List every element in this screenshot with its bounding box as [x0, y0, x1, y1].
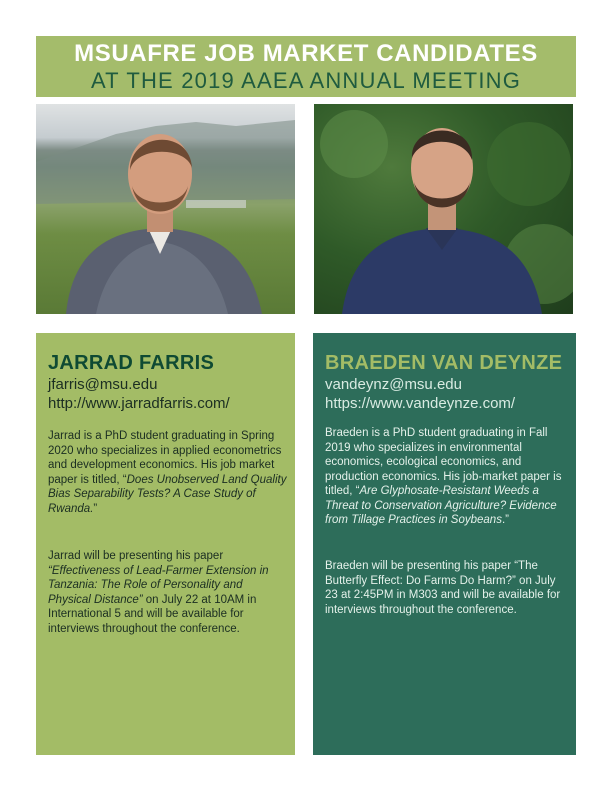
candidate-photo-vandeynze: [314, 104, 573, 314]
page-title: MSUAFRE JOB MARKET CANDIDATES: [74, 40, 538, 67]
presentation-paper-title: “Effectiveness of Lead-Farmer Extension in Tanzania: The Role of Personality and Physical Distance”: [48, 564, 269, 606]
job-market-paper-title: Does Unobserved Land Quality Bias Separability Tests? A Case Study of Rwanda.: [48, 473, 287, 515]
page-subtitle: AT THE 2019 AAEA ANNUAL MEETING: [90, 68, 522, 93]
bio-text: Jarrad is a PhD student graduating in Spring 2020 who specializes in applied econometrics and development economics. His job market paper is titled, “: [48, 430, 282, 486]
candidate-panel-farris: [36, 333, 295, 755]
job-market-paper-title: Are Glyphosate-Resistant Weeds a Threat to Conservation Agriculture? Evidence from Tillage Practices in Soybeans: [325, 485, 557, 526]
bio-text-end: .”: [501, 514, 509, 526]
candidate-presentation: [48, 549, 287, 636]
bio-text-end: ”: [93, 502, 98, 515]
website-link[interactable]: http://www.jarradfarris.com/: [48, 395, 230, 412]
candidate-panel-vandeynze: [313, 333, 576, 755]
candidate-contact: [48, 375, 230, 413]
candidate-bio: [48, 429, 287, 516]
candidate-bio: [325, 426, 568, 528]
presentation-details: on July 22 at 10AM in International 5 and will be available for interviews throughout the conference.: [48, 593, 257, 635]
email-link[interactable]: vandeynz@msu.edu: [325, 376, 462, 393]
email-link[interactable]: jfarris@msu.edu: [48, 376, 158, 393]
candidate-presentation: Braeden will be presenting his paper “The Butterfly Effect: Do Farms Do Harm?” on July 23 at 2:45PM in M303 and will be available for interviews throughout the conference.: [325, 560, 561, 616]
header-banner: [36, 36, 576, 97]
website-link[interactable]: https://www.vandeynze.com/: [325, 395, 516, 412]
candidate-photo-farris: [36, 104, 295, 314]
presentation-text: Jarrad will be presenting his paper: [48, 550, 224, 562]
candidate-contact: [325, 375, 515, 413]
bio-text: Braeden is a PhD student graduating in Fall 2019 who specializes in environmental economics, ecological economics, and production economics. His job-market paper is titled, “: [325, 427, 562, 497]
candidate-name: BRAEDEN VAN DEYNZE: [325, 352, 563, 374]
candidate-name: JARRAD FARRIS: [48, 352, 215, 374]
